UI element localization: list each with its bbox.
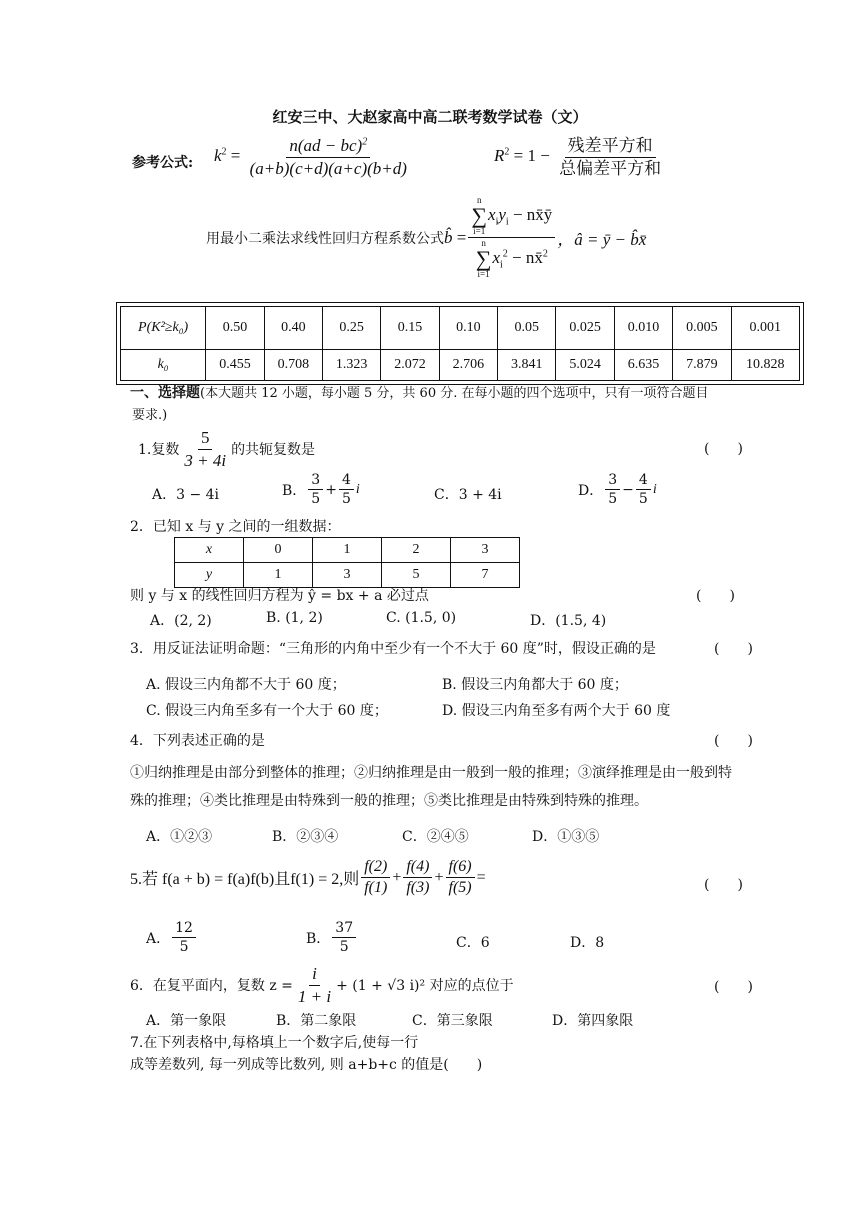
table-cell: 0.15 bbox=[381, 307, 439, 350]
r2-fraction bbox=[556, 136, 664, 178]
table-cell: 6.635 bbox=[614, 350, 672, 381]
table-cell: 0.50 bbox=[206, 307, 264, 350]
table-cell: 0.005 bbox=[673, 307, 731, 350]
table-cell: y bbox=[175, 563, 244, 588]
option-a: A．3 − 4i bbox=[152, 487, 220, 503]
question-6: 6．在复平面内，复数 z = $\frac{i}{1 + i}$ + (1 + √3 i)² 对应的点位于 bbox=[130, 964, 514, 1006]
q6-prefix: 6．在复平面内，复数 z = bbox=[130, 978, 293, 995]
table-cell: 0.25 bbox=[323, 307, 381, 350]
least-squares-text: 用最小二乘法求线性回归方程系数公式 bbox=[206, 230, 444, 247]
table-cell: k₀ bbox=[121, 350, 206, 381]
question-1 bbox=[138, 428, 315, 470]
answer-bracket: ( ) bbox=[714, 641, 753, 657]
answer-bracket: ( ) bbox=[704, 441, 743, 457]
r2-formula: $R^2 = 1$ − $\frac{\text{残差平方和}}{\text{总偏差平方和}}$ bbox=[494, 136, 666, 178]
table-cell: 0.40 bbox=[264, 307, 322, 350]
option-c: C．第三象限 bbox=[412, 1013, 493, 1029]
option-c: C．②④⑤ bbox=[402, 829, 469, 845]
option-d: D．8 bbox=[570, 935, 605, 951]
r2-mid: = 1 − bbox=[513, 145, 550, 165]
question-3: 3．用反证法证明命题：“三角形的内角中至少有一个不大于 60 度”时，假设正确的是 bbox=[130, 641, 656, 657]
table-cell: 0.025 bbox=[556, 307, 614, 350]
section-title: 一、选择题 bbox=[130, 385, 200, 401]
option-b: B. 假设三内角都大于 60 度； bbox=[442, 677, 628, 693]
option-c: C. (1.5, 0) bbox=[386, 610, 457, 626]
table-cell: 0.001 bbox=[731, 307, 799, 350]
q1-suffix: 的共轭复数是 bbox=[231, 442, 316, 459]
q6-suffix: + (1 + √3 i)² 对应的点位于 bbox=[336, 978, 514, 995]
table-cell: 2.706 bbox=[439, 350, 497, 381]
option-a: A．第一象限 bbox=[146, 1013, 227, 1029]
table-cell: 5.024 bbox=[556, 350, 614, 381]
option-c: C. 假设三内角至多有一个大于 60 度； bbox=[146, 703, 388, 719]
table-cell: 2.072 bbox=[381, 350, 439, 381]
q4-body-line2: 殊的推理；④类比推理是由特殊到一般的推理；⑤类比推理是由特殊到特殊的推理。 bbox=[130, 793, 648, 809]
page-title: 红安三中、大赵家高中高二联考数学试卷（文） bbox=[272, 108, 588, 126]
option-b: B． $\frac{37}{5}$ bbox=[306, 920, 358, 955]
option-b: B．第二象限 bbox=[276, 1013, 357, 1029]
table-row bbox=[121, 307, 800, 350]
question-2: 2．已知 x 与 y 之间的一组数据： bbox=[130, 519, 341, 535]
option-d: D．①③⑤ bbox=[532, 829, 600, 845]
answer-bracket: ( ) bbox=[714, 733, 753, 749]
r2-denominator: 总偏差平方和 bbox=[559, 158, 662, 178]
option-c: C．3 + 4i bbox=[434, 487, 502, 503]
k2-lhs: k bbox=[214, 145, 222, 165]
table-cell: 0.455 bbox=[206, 350, 264, 381]
question-7-line1: 7.在下列表格中,每格填上一个数字后,使每一行 bbox=[130, 1035, 419, 1051]
option-d: D． $\frac{3}{5}$ − $\frac{4}{5}$ i bbox=[578, 472, 657, 508]
table-cell: x bbox=[175, 538, 244, 563]
q4-body-line1: ①归纳推理是由部分到整体的推理；②归纳推理是由一般到一般的推理；③演绎推理是由一般到特 bbox=[130, 765, 732, 781]
k2-denominator: (a+b)(c+d)(a+c)(b+d) bbox=[249, 158, 407, 178]
option-d: D．(1.5, 4) bbox=[530, 613, 607, 629]
reference-label: 参考公式: bbox=[132, 155, 194, 171]
r2-numerator: 残差平方和 bbox=[565, 136, 656, 158]
option-d: D．第四象限 bbox=[552, 1013, 634, 1029]
option-b: B. (1, 2) bbox=[266, 610, 323, 626]
option-a: A．(2, 2) bbox=[150, 613, 212, 629]
table-cell: 0.708 bbox=[264, 350, 322, 381]
option-b: B．②③④ bbox=[272, 829, 339, 845]
table-cell: 5 bbox=[382, 563, 451, 588]
question-4: 4．下列表述正确的是 bbox=[130, 733, 265, 749]
question-7-line2: 成等差数列, 每一列成等比数列, 则 a+b+c 的值是( ) bbox=[130, 1057, 483, 1073]
k2-critical-table bbox=[120, 306, 800, 381]
r2-lhs: R bbox=[494, 145, 505, 165]
table-cell: 3 bbox=[313, 563, 382, 588]
answer-bracket: ( ) bbox=[704, 877, 743, 893]
least-squares-a: ，â = ȳ − b̂x̄ bbox=[557, 230, 647, 249]
table-cell: 3.841 bbox=[498, 350, 556, 381]
table-row bbox=[121, 350, 800, 381]
k2-numerator: n(ad − bc)$^2$ bbox=[286, 136, 370, 158]
question-5: 5.若 f(a + b) = f(a)f(b)且f(1) = 2,则 $\frac{f(2)}{f(1)}$ + $\frac{f(4)}{f(3)}$ + $\frac{f(6)}{f(5)}$ = bbox=[130, 858, 486, 897]
ls-denominator: n ∑ i=1 $x_i^2$ − nx̄$^2$ bbox=[475, 238, 548, 279]
table-cell: 2 bbox=[382, 538, 451, 563]
option-a: A．①②③ bbox=[146, 829, 213, 845]
table-row bbox=[175, 538, 520, 563]
table-cell: P(K²≥k₀) bbox=[121, 307, 206, 350]
answer-bracket: ( ) bbox=[714, 979, 753, 995]
section-heading bbox=[130, 382, 709, 402]
least-squares-fraction bbox=[468, 196, 555, 279]
least-squares-formula: 用最小二乘法求线性回归方程系数公式 b̂ = n ∑ i=1 $x_iy_i$ − nx̄ȳ n ∑ i=1 $x_i^2$ − nx̄$^2$ ，â = ȳ − b̂x̄ bbox=[206, 195, 647, 279]
q1-fraction: $\frac{5}{3 + 4i}$ bbox=[184, 428, 227, 470]
option-a: A． $\frac{12}{5}$ bbox=[146, 920, 198, 955]
q1-prefix: 1.复数 bbox=[138, 442, 180, 459]
table-cell: 1.323 bbox=[323, 350, 381, 381]
table-cell: 3 bbox=[451, 538, 520, 563]
table-row bbox=[175, 563, 520, 588]
section-note: (本大题共 12 小题，每小题 5 分，共 60 分. 在每小题的四个选项中，只有一项符合题目 bbox=[200, 386, 709, 401]
option-d: D. 假设三内角至多有两个大于 60 度 bbox=[442, 703, 671, 719]
q2-line2: 则 y 与 x 的线性回归方程为 ŷ = bx + a 必过点 bbox=[130, 588, 429, 604]
answer-bracket: ( ) bbox=[696, 588, 735, 604]
table-cell: 0.10 bbox=[439, 307, 497, 350]
option-a: A. 假设三内角都不大于 60 度； bbox=[146, 677, 346, 693]
option-b: B． $\frac{3}{5}$ + $\frac{4}{5}$ i bbox=[282, 472, 360, 508]
table-cell: 7.879 bbox=[673, 350, 731, 381]
table-cell: 0.010 bbox=[614, 307, 672, 350]
option-c: C．6 bbox=[456, 935, 490, 951]
q2-data-table bbox=[174, 537, 520, 588]
k2-fraction bbox=[247, 136, 410, 178]
k2-formula: $k^2$ = $\frac{n(ad - bc)^2}{(a+b)(c+d)(a+c)(b+d)}$ bbox=[214, 136, 412, 178]
table-cell: 0 bbox=[244, 538, 313, 563]
table-cell: 0.05 bbox=[498, 307, 556, 350]
table-cell: 10.828 bbox=[731, 350, 799, 381]
table-cell: 7 bbox=[451, 563, 520, 588]
ls-numerator: n ∑ i=1 $x_iy_i$ − nx̄ȳ bbox=[468, 196, 555, 238]
table-cell: 1 bbox=[244, 563, 313, 588]
table-cell: 1 bbox=[313, 538, 382, 563]
section-note-cont: 要求.) bbox=[132, 408, 168, 423]
q5-prefix: 5.若 f(a + b) = f(a)f(b)且f(1) = 2,则 bbox=[130, 871, 360, 889]
